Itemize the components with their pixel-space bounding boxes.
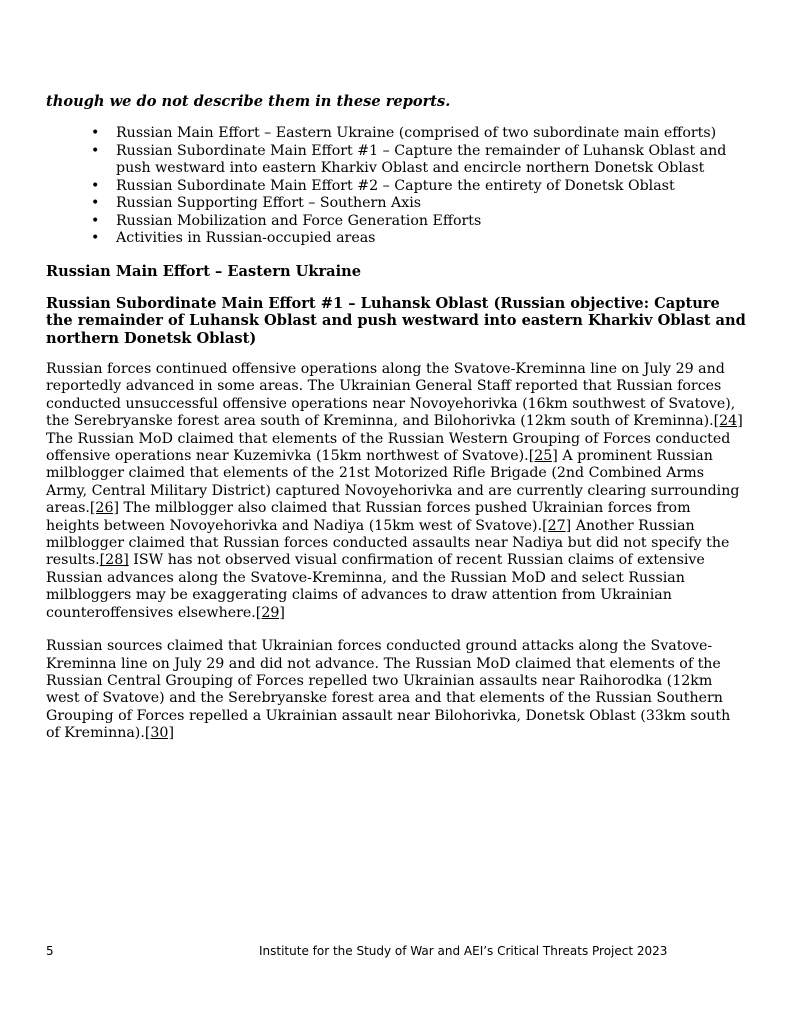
bullet-icon: • [91, 195, 100, 211]
footnote-link-25[interactable]: [25] [528, 448, 558, 465]
list-item: • Activities in Russian-occupied areas [91, 230, 376, 246]
list-item: • Russian Subordinate Main Effort #1 – Capture the remainder of Luhansk Oblast and push westward into eastern Kharkiv Oblast and encircle northern Donetsk Oblast [91, 142, 727, 176]
page-content [46, 92, 746, 759]
footnote-link-27[interactable]: [27] [542, 517, 572, 534]
page-number: 5 [46, 944, 54, 958]
list-item: • Russian Mobilization and Force Generation Efforts [91, 212, 482, 229]
section-heading: Russian Main Effort – Eastern Ukraine [46, 262, 362, 280]
bullet-icon: • [91, 177, 100, 194]
bullet-icon: • [91, 142, 100, 159]
effort-list [46, 125, 746, 248]
page-footer [46, 944, 746, 962]
bullet-icon: • [91, 230, 100, 246]
bullet-icon: • [91, 125, 100, 141]
paragraph-ukrainian-attacks: Russian sources claimed that Ukrainian forces conducted ground attacks along the Svatove-Kreminna line on July 29 and did not advance. The Russian MoD claimed that elements of the Russian Central Grouping of Forces repelled two Ukrainian assaults near Raihorodka (12km west of Svatove) and the Serebryanske forest area and that elements of the Russian Southern Grouping of Forces repelled a Ukrainian assault near Bilohorivka, Donetsk Oblast (33km south of Kreminna).[30] [46, 638, 731, 742]
list-item: • Russian Supporting Effort – Southern Axis [91, 195, 422, 211]
list-item: • Russian Main Effort – Eastern Ukraine (comprised of two subordinate main efforts) [91, 125, 717, 141]
footnote-link-28[interactable]: [28] [99, 552, 129, 569]
footnote-link-29[interactable]: [29] [255, 604, 285, 621]
footnote-link-30[interactable]: [30] [144, 725, 174, 742]
lead-text: though we do not describe them in these reports. [46, 93, 451, 110]
subsection-heading: Russian Subordinate Main Effort #1 – Luhansk Oblast (Russian objective: Capture the remainder of Luhansk Oblast and push westward into eastern Kharkiv Oblast and northern Donetsk Oblast) [46, 294, 746, 347]
footnote-link-26[interactable]: [26] [89, 500, 120, 517]
paragraph-luhansk-offensive: Russian forces continued offensive operations along the Svatove-Kreminna line on July 29 and reportedly advanced in some areas. The Ukrainian General Staff reported that Russian forces conducted unsuccessful offensive operations near Novoyehorivka (16km southwest of Svatove), the Serebryanske forest area south of Kreminna, and Bilohorivka (12km south of Kreminna).[24] The Russian MoD claimed that elements of the Russian Western Grouping of Forces conducted offensive operations near Kuzemivka (15km northwest of Svatove).[25] A prominent Russian milblogger claimed that elements of the 21st Motorized Rifle Brigade (2nd Combined Arms Army, Central Military District) captured Novoyehorivka and are currently clearing surrounding areas.[26] The milblogger also claimed that Russian forces pushed Ukrainian forces from heights between Novoyehorivka and Nadiya (15km west of Svatove).[27] Another Russian milblogger claimed that Russian forces conducted assaults near Nadiya but did not specify the results.[28] ISW has not observed visual confirmation of recent Russian claims of extensive Russian advances along the Svatove-Kreminna, and the Russian MoD and select Russian milbloggers may be exaggerating claims of advances to draw attention from Ukrainian counteroffensives elsewhere.[29] [46, 361, 743, 621]
footer-text: Institute for the Study of War and AEI’s Critical Threats Project 2023 [259, 944, 668, 958]
footnote-link-24[interactable]: [24] [713, 413, 743, 430]
bullet-icon: • [91, 212, 100, 229]
list-item: • Russian Subordinate Main Effort #2 – Capture the entirety of Donetsk Oblast [91, 177, 675, 194]
